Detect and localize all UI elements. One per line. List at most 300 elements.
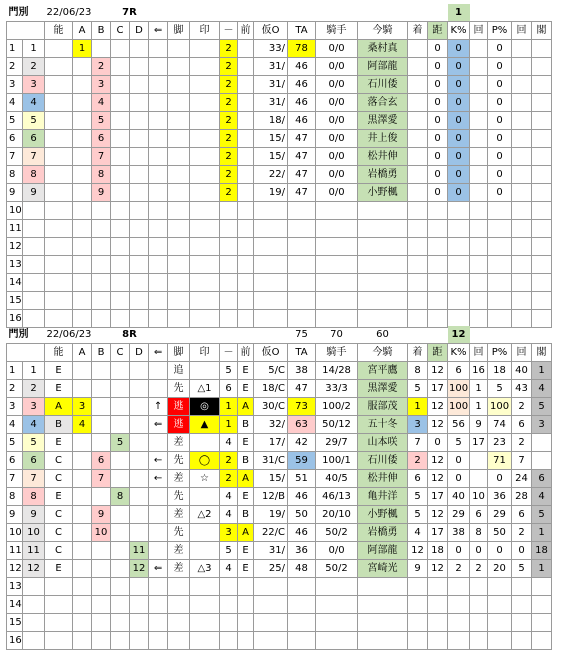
- empty-cell[interactable]: [190, 220, 220, 238]
- ta-value[interactable]: 46: [288, 524, 316, 542]
- jockey-record[interactable]: 50/2: [316, 524, 358, 542]
- previous-grade[interactable]: B: [238, 506, 254, 524]
- k-percent[interactable]: 0: [448, 40, 470, 58]
- empty-cell[interactable]: [168, 596, 190, 614]
- rank-d[interactable]: [130, 380, 149, 398]
- leg-type[interactable]: 差: [168, 470, 190, 488]
- current-jockey[interactable]: 岩橋勇: [358, 524, 408, 542]
- row-number[interactable]: 13: [7, 256, 23, 274]
- current-jockey[interactable]: 黒澤愛: [358, 112, 408, 130]
- jockey-record[interactable]: 0/0: [316, 166, 358, 184]
- empty-cell[interactable]: [220, 578, 238, 596]
- arrow-cell[interactable]: [149, 434, 168, 452]
- empty-cell[interactable]: [220, 292, 238, 310]
- index-col[interactable]: 2: [220, 94, 238, 112]
- empty-cell[interactable]: [470, 292, 488, 310]
- p-percent[interactable]: 0: [488, 40, 512, 58]
- kari-value[interactable]: 31/: [254, 58, 288, 76]
- gate-value[interactable]: [532, 434, 552, 452]
- leg-type[interactable]: 先: [168, 452, 190, 470]
- gate-value[interactable]: 1: [532, 362, 552, 380]
- waku-number[interactable]: 5: [23, 112, 45, 130]
- table-row[interactable]: [7, 256, 574, 274]
- p-count[interactable]: [512, 40, 532, 58]
- k-percent[interactable]: 100: [448, 398, 470, 416]
- ta-value[interactable]: 46: [288, 76, 316, 94]
- finish-position[interactable]: [408, 76, 428, 94]
- ability-grade[interactable]: A: [45, 398, 73, 416]
- empty-cell[interactable]: [168, 220, 190, 238]
- empty-cell[interactable]: [149, 238, 168, 256]
- empty-cell[interactable]: [532, 238, 552, 256]
- table-row[interactable]: [7, 58, 574, 76]
- rank-b[interactable]: 4: [92, 94, 111, 112]
- empty-cell[interactable]: [470, 596, 488, 614]
- rank-c[interactable]: [111, 506, 130, 524]
- k-count[interactable]: [470, 112, 488, 130]
- previous-grade[interactable]: B: [238, 416, 254, 434]
- row-number[interactable]: 12: [7, 238, 23, 256]
- index-col[interactable]: 2: [220, 470, 238, 488]
- prediction-mark[interactable]: [190, 434, 220, 452]
- k-count[interactable]: [470, 166, 488, 184]
- kari-value[interactable]: 12/B: [254, 488, 288, 506]
- rank-b[interactable]: 7: [92, 470, 111, 488]
- prediction-mark[interactable]: [190, 184, 220, 202]
- empty-cell[interactable]: [512, 220, 532, 238]
- arrow-cell[interactable]: ←: [149, 470, 168, 488]
- empty-cell[interactable]: [488, 310, 512, 328]
- empty-cell[interactable]: [428, 220, 448, 238]
- empty-cell[interactable]: [316, 632, 358, 650]
- row-number[interactable]: 5: [7, 434, 23, 452]
- k-percent[interactable]: 40: [448, 488, 470, 506]
- row-number[interactable]: 3: [7, 398, 23, 416]
- rank-d[interactable]: [130, 130, 149, 148]
- empty-cell[interactable]: [92, 238, 111, 256]
- leg-type[interactable]: [168, 112, 190, 130]
- table-row[interactable]: [7, 130, 574, 148]
- rank-c[interactable]: [111, 40, 130, 58]
- empty-cell[interactable]: [358, 274, 408, 292]
- arrow-cell[interactable]: ⇐: [149, 416, 168, 434]
- p-count[interactable]: [512, 166, 532, 184]
- table-row[interactable]: [7, 148, 574, 166]
- empty-cell[interactable]: [428, 632, 448, 650]
- rank-c[interactable]: [111, 542, 130, 560]
- empty-cell[interactable]: [316, 274, 358, 292]
- empty-cell[interactable]: [238, 220, 254, 238]
- k-count[interactable]: 8: [470, 524, 488, 542]
- distance-value[interactable]: 18: [428, 542, 448, 560]
- row-number[interactable]: 6: [7, 452, 23, 470]
- rank-b[interactable]: [92, 542, 111, 560]
- leg-type[interactable]: 差: [168, 560, 190, 578]
- empty-cell[interactable]: [45, 202, 73, 220]
- empty-cell[interactable]: [73, 310, 92, 328]
- finish-position[interactable]: [408, 94, 428, 112]
- empty-cell[interactable]: [73, 202, 92, 220]
- empty-cell[interactable]: [470, 274, 488, 292]
- empty-cell[interactable]: [428, 274, 448, 292]
- distance-value[interactable]: 12: [428, 560, 448, 578]
- rank-c[interactable]: [111, 362, 130, 380]
- empty-cell[interactable]: [130, 632, 149, 650]
- k-count[interactable]: 6: [470, 506, 488, 524]
- index-col[interactable]: 6: [220, 380, 238, 398]
- table-row[interactable]: [7, 184, 574, 202]
- empty-cell[interactable]: [448, 310, 470, 328]
- ability-grade[interactable]: [45, 112, 73, 130]
- empty-cell[interactable]: [23, 220, 45, 238]
- index-col[interactable]: 1: [220, 416, 238, 434]
- jockey-record[interactable]: 0/0: [316, 542, 358, 560]
- p-count[interactable]: 0: [512, 542, 532, 560]
- kari-value[interactable]: 19/: [254, 184, 288, 202]
- jockey-record[interactable]: 0/0: [316, 94, 358, 112]
- rank-d[interactable]: [130, 416, 149, 434]
- empty-cell[interactable]: [23, 256, 45, 274]
- empty-cell[interactable]: [532, 578, 552, 596]
- table-row[interactable]: [7, 274, 574, 292]
- empty-cell[interactable]: [149, 310, 168, 328]
- row-number[interactable]: 8: [7, 488, 23, 506]
- gate-value[interactable]: 5: [532, 506, 552, 524]
- kari-value[interactable]: 18/: [254, 112, 288, 130]
- empty-cell[interactable]: [288, 292, 316, 310]
- distance-value[interactable]: 12: [428, 452, 448, 470]
- row-number[interactable]: 10: [7, 524, 23, 542]
- empty-cell[interactable]: [288, 256, 316, 274]
- arrow-cell[interactable]: ⇐: [149, 560, 168, 578]
- jockey-record[interactable]: 100/2: [316, 398, 358, 416]
- gate-value[interactable]: 4: [532, 380, 552, 398]
- prediction-mark[interactable]: ▲: [190, 416, 220, 434]
- p-count[interactable]: [512, 130, 532, 148]
- empty-cell[interactable]: [220, 256, 238, 274]
- current-jockey[interactable]: 阿部龍: [358, 542, 408, 560]
- gate-value[interactable]: [532, 166, 552, 184]
- empty-cell[interactable]: [23, 614, 45, 632]
- empty-cell[interactable]: [23, 632, 45, 650]
- distance-value[interactable]: 17: [428, 524, 448, 542]
- table-row[interactable]: [7, 380, 574, 398]
- p-count[interactable]: 40: [512, 362, 532, 380]
- empty-cell[interactable]: [512, 596, 532, 614]
- empty-cell[interactable]: [238, 274, 254, 292]
- prediction-mark[interactable]: [190, 524, 220, 542]
- kari-value[interactable]: 31/: [254, 542, 288, 560]
- rank-c[interactable]: [111, 398, 130, 416]
- empty-cell[interactable]: [73, 292, 92, 310]
- current-jockey[interactable]: 桑村真: [358, 40, 408, 58]
- rank-a[interactable]: [73, 560, 92, 578]
- table-row[interactable]: [7, 488, 574, 506]
- index-col[interactable]: 2: [220, 112, 238, 130]
- empty-cell[interactable]: [448, 238, 470, 256]
- table-row[interactable]: [7, 470, 574, 488]
- empty-cell[interactable]: [316, 238, 358, 256]
- empty-cell[interactable]: [73, 256, 92, 274]
- empty-cell[interactable]: [190, 632, 220, 650]
- empty-cell[interactable]: [111, 632, 130, 650]
- empty-cell[interactable]: [358, 238, 408, 256]
- finish-position[interactable]: [408, 112, 428, 130]
- empty-cell[interactable]: [316, 614, 358, 632]
- arrow-cell[interactable]: [149, 362, 168, 380]
- empty-cell[interactable]: [532, 256, 552, 274]
- empty-cell[interactable]: [288, 632, 316, 650]
- empty-cell[interactable]: [111, 578, 130, 596]
- previous-grade[interactable]: E: [238, 380, 254, 398]
- ta-value[interactable]: 42: [288, 434, 316, 452]
- previous-grade[interactable]: A: [238, 398, 254, 416]
- p-percent[interactable]: 100: [488, 398, 512, 416]
- empty-cell[interactable]: [428, 614, 448, 632]
- previous-grade[interactable]: E: [238, 434, 254, 452]
- k-count[interactable]: [470, 470, 488, 488]
- empty-cell[interactable]: [512, 310, 532, 328]
- rank-d[interactable]: [130, 452, 149, 470]
- kari-value[interactable]: 18/C: [254, 380, 288, 398]
- p-count[interactable]: [512, 112, 532, 130]
- rank-d[interactable]: [130, 94, 149, 112]
- row-number[interactable]: 7: [7, 148, 23, 166]
- rank-d[interactable]: [130, 76, 149, 94]
- p-percent[interactable]: 0: [488, 94, 512, 112]
- arrow-cell[interactable]: [149, 506, 168, 524]
- empty-cell[interactable]: [220, 238, 238, 256]
- arrow-cell[interactable]: [149, 130, 168, 148]
- empty-cell[interactable]: [488, 596, 512, 614]
- prediction-mark[interactable]: △1: [190, 380, 220, 398]
- empty-cell[interactable]: [111, 220, 130, 238]
- empty-cell[interactable]: [130, 220, 149, 238]
- empty-cell[interactable]: [130, 256, 149, 274]
- row-number[interactable]: 4: [7, 94, 23, 112]
- gate-value[interactable]: [532, 184, 552, 202]
- empty-cell[interactable]: [149, 274, 168, 292]
- arrow-cell[interactable]: [149, 58, 168, 76]
- empty-cell[interactable]: [23, 578, 45, 596]
- empty-cell[interactable]: [488, 238, 512, 256]
- p-percent[interactable]: 20: [488, 560, 512, 578]
- table-row[interactable]: [7, 112, 574, 130]
- empty-cell[interactable]: [149, 596, 168, 614]
- finish-position[interactable]: 2: [408, 452, 428, 470]
- empty-cell[interactable]: [532, 202, 552, 220]
- kari-value[interactable]: 17/: [254, 434, 288, 452]
- empty-cell[interactable]: [73, 220, 92, 238]
- index-col[interactable]: 3: [220, 524, 238, 542]
- table-row[interactable]: [7, 434, 574, 452]
- empty-cell[interactable]: [23, 274, 45, 292]
- k-percent[interactable]: 0: [448, 148, 470, 166]
- rank-c[interactable]: 8: [111, 488, 130, 506]
- ability-grade[interactable]: C: [45, 470, 73, 488]
- gate-value[interactable]: [532, 94, 552, 112]
- prediction-mark[interactable]: [190, 148, 220, 166]
- empty-cell[interactable]: [73, 596, 92, 614]
- leg-type[interactable]: [168, 94, 190, 112]
- p-percent[interactable]: 0: [488, 470, 512, 488]
- arrow-cell[interactable]: [149, 76, 168, 94]
- rank-a[interactable]: [73, 524, 92, 542]
- current-jockey[interactable]: 落合玄: [358, 94, 408, 112]
- jockey-record[interactable]: 20/10: [316, 506, 358, 524]
- waku-number[interactable]: 11: [23, 542, 45, 560]
- prediction-mark[interactable]: △2: [190, 506, 220, 524]
- leg-type[interactable]: [168, 184, 190, 202]
- empty-cell[interactable]: [190, 614, 220, 632]
- distance-value[interactable]: 0: [428, 434, 448, 452]
- rank-b[interactable]: [92, 40, 111, 58]
- rank-b[interactable]: 2: [92, 58, 111, 76]
- empty-cell[interactable]: [408, 614, 428, 632]
- prediction-mark[interactable]: [190, 112, 220, 130]
- rank-a[interactable]: [73, 434, 92, 452]
- prediction-mark[interactable]: ☆: [190, 470, 220, 488]
- empty-cell[interactable]: [512, 202, 532, 220]
- k-count[interactable]: [470, 40, 488, 58]
- current-jockey[interactable]: 小野楓: [358, 184, 408, 202]
- ta-value[interactable]: 73: [288, 398, 316, 416]
- empty-cell[interactable]: [428, 256, 448, 274]
- current-jockey[interactable]: 阿部龍: [358, 58, 408, 76]
- p-count[interactable]: 2: [512, 524, 532, 542]
- empty-cell[interactable]: [428, 202, 448, 220]
- rank-b[interactable]: [92, 362, 111, 380]
- previous-grade[interactable]: E: [238, 362, 254, 380]
- jockey-record[interactable]: 46/13: [316, 488, 358, 506]
- empty-cell[interactable]: [358, 614, 408, 632]
- index-col[interactable]: 2: [220, 184, 238, 202]
- rank-a[interactable]: [73, 184, 92, 202]
- empty-cell[interactable]: [190, 274, 220, 292]
- jockey-record[interactable]: 0/0: [316, 40, 358, 58]
- ability-grade[interactable]: E: [45, 560, 73, 578]
- row-number[interactable]: 13: [7, 578, 23, 596]
- arrow-cell[interactable]: [149, 148, 168, 166]
- finish-position[interactable]: 7: [408, 434, 428, 452]
- rank-d[interactable]: [130, 434, 149, 452]
- rank-b[interactable]: [92, 560, 111, 578]
- empty-cell[interactable]: [168, 202, 190, 220]
- previous-grade[interactable]: [238, 184, 254, 202]
- index-col[interactable]: 4: [220, 506, 238, 524]
- finish-position[interactable]: 8: [408, 362, 428, 380]
- rank-d[interactable]: [130, 58, 149, 76]
- distance-value[interactable]: 0: [428, 166, 448, 184]
- p-count[interactable]: 2: [512, 434, 532, 452]
- rank-c[interactable]: [111, 184, 130, 202]
- rank-b[interactable]: 10: [92, 524, 111, 542]
- empty-cell[interactable]: [130, 274, 149, 292]
- finish-position[interactable]: 5: [408, 380, 428, 398]
- rank-b[interactable]: [92, 398, 111, 416]
- k-count[interactable]: 1: [470, 380, 488, 398]
- empty-cell[interactable]: [254, 202, 288, 220]
- rank-d[interactable]: 12: [130, 560, 149, 578]
- row-number[interactable]: 15: [7, 292, 23, 310]
- rank-d[interactable]: [130, 166, 149, 184]
- empty-cell[interactable]: [168, 238, 190, 256]
- rank-c[interactable]: 5: [111, 434, 130, 452]
- p-percent[interactable]: 74: [488, 416, 512, 434]
- empty-cell[interactable]: [288, 238, 316, 256]
- empty-cell[interactable]: [92, 202, 111, 220]
- empty-cell[interactable]: [92, 220, 111, 238]
- kari-value[interactable]: 25/: [254, 560, 288, 578]
- empty-cell[interactable]: [408, 310, 428, 328]
- previous-grade[interactable]: E: [238, 542, 254, 560]
- waku-number[interactable]: 7: [23, 148, 45, 166]
- rank-d[interactable]: [130, 470, 149, 488]
- empty-cell[interactable]: [254, 220, 288, 238]
- index-col[interactable]: 2: [220, 452, 238, 470]
- empty-cell[interactable]: [470, 310, 488, 328]
- distance-value[interactable]: 0: [428, 184, 448, 202]
- waku-number[interactable]: 10: [23, 524, 45, 542]
- leg-type[interactable]: 差: [168, 542, 190, 560]
- k-percent[interactable]: 29: [448, 506, 470, 524]
- table-row[interactable]: [7, 238, 574, 256]
- waku-number[interactable]: 1: [23, 362, 45, 380]
- empty-cell[interactable]: [316, 220, 358, 238]
- current-jockey[interactable]: 黒澤愛: [358, 380, 408, 398]
- jockey-record[interactable]: 14/28: [316, 362, 358, 380]
- gate-value[interactable]: [532, 58, 552, 76]
- empty-cell[interactable]: [190, 310, 220, 328]
- waku-number[interactable]: 3: [23, 76, 45, 94]
- k-percent[interactable]: 0: [448, 452, 470, 470]
- rank-b[interactable]: 9: [92, 506, 111, 524]
- empty-cell[interactable]: [448, 220, 470, 238]
- empty-cell[interactable]: [532, 596, 552, 614]
- ta-value[interactable]: 46: [288, 112, 316, 130]
- empty-cell[interactable]: [428, 310, 448, 328]
- rank-a[interactable]: [73, 58, 92, 76]
- empty-cell[interactable]: [73, 578, 92, 596]
- jockey-record[interactable]: 50/12: [316, 416, 358, 434]
- empty-cell[interactable]: [488, 202, 512, 220]
- empty-cell[interactable]: [111, 596, 130, 614]
- distance-value[interactable]: 0: [428, 58, 448, 76]
- p-percent[interactable]: 23: [488, 434, 512, 452]
- gate-value[interactable]: [532, 130, 552, 148]
- rank-a[interactable]: [73, 166, 92, 184]
- k-percent[interactable]: 0: [448, 166, 470, 184]
- empty-cell[interactable]: [111, 614, 130, 632]
- empty-cell[interactable]: [23, 596, 45, 614]
- k-percent[interactable]: 5: [448, 434, 470, 452]
- previous-grade[interactable]: [238, 130, 254, 148]
- index-col[interactable]: 2: [220, 130, 238, 148]
- jockey-record[interactable]: 0/0: [316, 130, 358, 148]
- rank-d[interactable]: [130, 506, 149, 524]
- table-row[interactable]: [7, 596, 574, 614]
- empty-cell[interactable]: [288, 310, 316, 328]
- empty-cell[interactable]: [408, 238, 428, 256]
- empty-cell[interactable]: [512, 256, 532, 274]
- rank-c[interactable]: [111, 416, 130, 434]
- table-row[interactable]: [7, 542, 574, 560]
- empty-cell[interactable]: [220, 614, 238, 632]
- row-number[interactable]: 2: [7, 58, 23, 76]
- k-percent[interactable]: 0: [448, 112, 470, 130]
- previous-grade[interactable]: [238, 40, 254, 58]
- ability-grade[interactable]: [45, 58, 73, 76]
